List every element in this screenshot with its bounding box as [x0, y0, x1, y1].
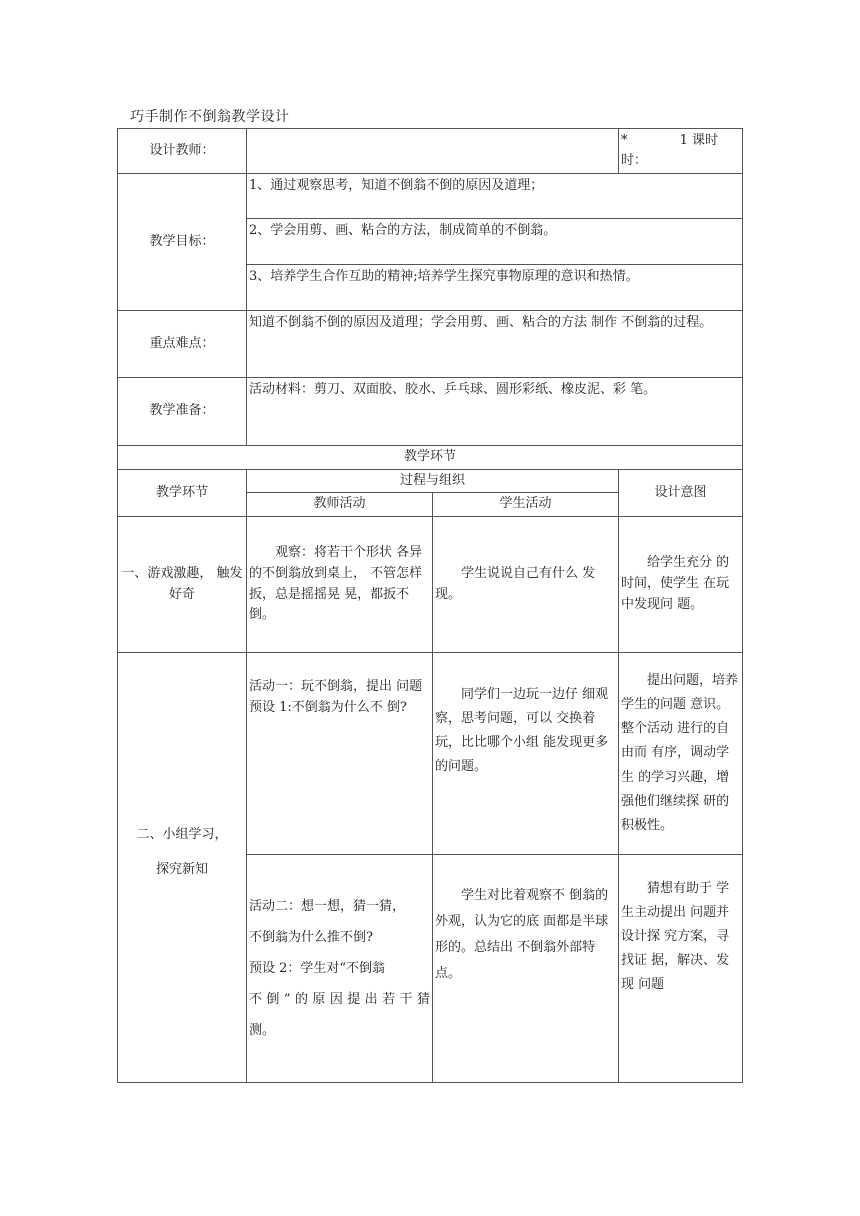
teacher-activity-2-line2: 预设 1:不倒翁为什么不 倒?: [249, 699, 407, 715]
hours-value: 1: [679, 133, 688, 148]
key-points-label: 重点难点：: [118, 311, 247, 378]
teacher-activity-1: 观察：将若干个形状 各异的不倒翁放到桌上， 不管怎样扳，总是摇摇晃 晃，都扳不倒。: [247, 517, 433, 653]
teacher-activity-2-line1: 活动一：玩不倒翁，提出 问题: [249, 679, 423, 694]
teacher-activity-3-line5: 测。: [249, 1023, 276, 1039]
teacher-activity-3-line1: 活动二：想一想，猜一猜，: [249, 898, 406, 914]
hours-label: 课时: [691, 133, 718, 148]
teacher-activity-3-line4: 不倒”的原因提出若干猜: [249, 992, 430, 1008]
student-activity-1: 学生说说自己有什么 发现。: [433, 517, 619, 653]
objective-1: 1、通过观察思考，知道不倒翁不倒的原因及道理；: [247, 174, 743, 219]
phase-2-line2: 探究新知: [155, 861, 208, 877]
preparation-label: 教学准备：: [118, 378, 247, 446]
objective-3: 3、培养学生合作互助的精神;培养学生探究事物原理的意识和热情。: [247, 265, 743, 311]
lesson-plan-table: [117, 128, 743, 1083]
phase-1: 一、游戏激趣， 触发好奇: [118, 517, 247, 653]
objectives-label: 教学目标：: [118, 174, 247, 311]
objective-2: 2、学会用剪、画、粘合的方法，制成简单的不倒翁。: [247, 219, 743, 265]
teacher-row: [118, 129, 743, 174]
phase-2: [118, 653, 247, 1083]
phase-2-line1: 二、小组学习，: [136, 826, 228, 842]
teacher-activity-2: [247, 653, 433, 855]
table-row: [118, 653, 743, 855]
col-process: 过程与组织: [247, 470, 619, 493]
hours-label-2: 时：: [621, 152, 648, 168]
student-activity-3: 学生对比着观察不 倒翁的外观，认为它的底 面都是半球形的。总结出 不倒翁外部特点。: [433, 855, 619, 1083]
intent-1: 给学生充分 的时间，使学生 在玩中发现问 题。: [619, 517, 743, 653]
key-points-text: 知道不倒翁不倒的原因及道理；学会用剪、画、粘合的方法 制作 不倒翁的过程。: [247, 311, 743, 378]
hours-star: *: [621, 133, 628, 148]
hours-cell: [619, 129, 743, 174]
intent-3: 猜想有助于 学生主动提出 问题并设计探 究方案，寻找证 据，解决、发现 问题: [619, 855, 743, 1083]
document-title: 巧手制作不倒翁教学设计: [130, 109, 290, 125]
teacher-activity-3-line2: 不倒翁为什么推不倒?: [249, 929, 373, 945]
student-activity-2: 同学们一边玩一边仔 细观察，思考问题，可以 交换着玩，比比哪个小组 能发现更多的问题。: [433, 653, 619, 855]
table-row: [118, 517, 743, 653]
teacher-activity-3-line3: 预设 2：学生对“不倒翁: [249, 960, 386, 976]
section-title: 教学环节: [118, 446, 743, 470]
teacher-value: [247, 129, 619, 174]
col-student: 学生活动: [433, 493, 619, 517]
col-intent: 设计意图: [619, 470, 743, 517]
preparation-text: 活动材料：剪刀、双面胶、胶水、乒乓球、圆形彩纸、橡皮泥、彩 笔。: [247, 378, 743, 446]
col-teacher: 教师活动: [247, 493, 433, 517]
teacher-activity-3: [247, 855, 433, 1083]
intent-2: 提出问题，培养学生的问题 意识。整个活动 进行的自由而 有序，调动学生 的学习兴趣，增 强他们继续探 研的积极性。: [619, 653, 743, 855]
teacher-label: 设计教师：: [118, 129, 247, 174]
col-phase: 教学环节: [118, 470, 247, 517]
